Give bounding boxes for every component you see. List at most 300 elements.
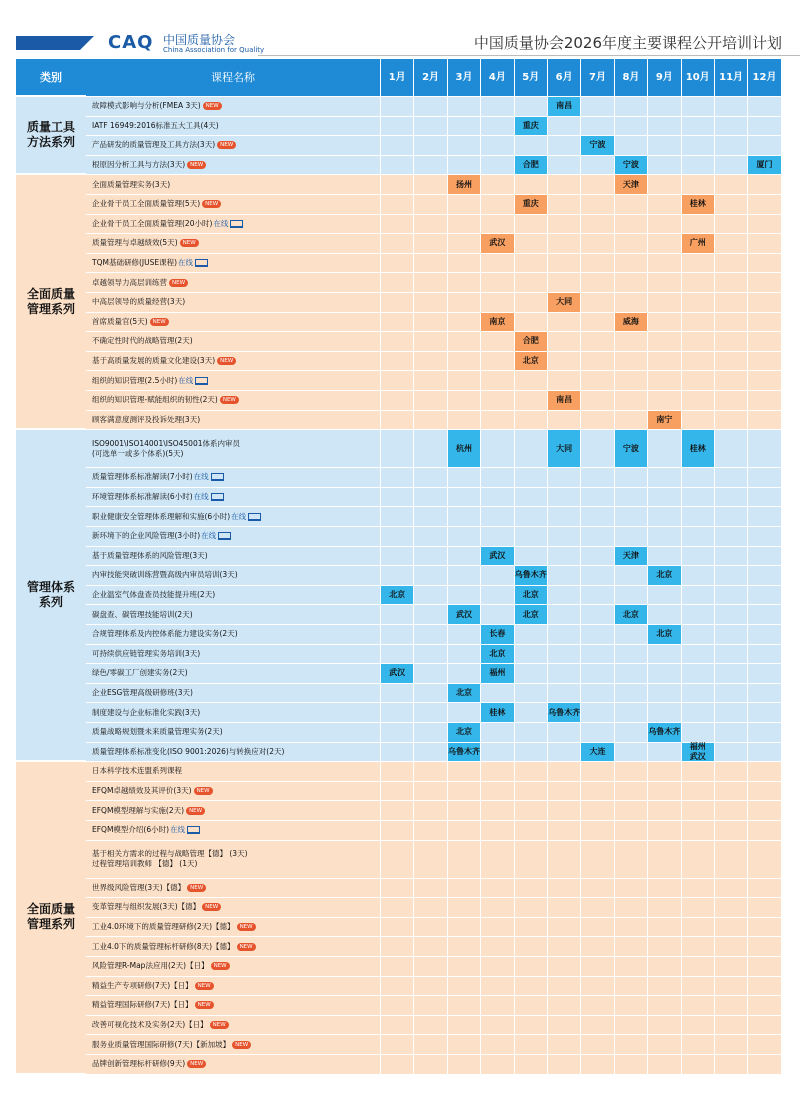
schedule-empty-cell: [547, 821, 580, 841]
schedule-empty-cell: [547, 313, 580, 333]
schedule-empty-cell: [514, 371, 547, 391]
schedule-empty-cell: [447, 821, 480, 841]
schedule-empty-cell: [413, 97, 446, 117]
schedule-city-cell: 大同: [547, 293, 580, 313]
schedule-empty-cell: [747, 703, 780, 723]
schedule-empty-cell: [647, 156, 680, 176]
schedule-empty-cell: [413, 586, 446, 606]
schedule-empty-cell: [714, 743, 747, 763]
schedule-empty-cell: [480, 97, 513, 117]
schedule-empty-cell: [747, 1035, 780, 1055]
schedule-empty-cell: [380, 762, 413, 782]
schedule-empty-cell: [413, 918, 446, 938]
schedule-empty-cell: [413, 743, 446, 763]
course-name-text: 精益生产专项研修(7天)【日】: [92, 980, 193, 990]
course-name-text: 根原因分析工具与方法(3天): [92, 160, 186, 170]
schedule-empty-cell: [714, 391, 747, 411]
schedule-empty-cell: [614, 215, 647, 235]
course-name: [86, 918, 380, 938]
category-label: 质量工具 方法系列: [16, 97, 86, 175]
schedule-empty-cell: [580, 918, 613, 938]
schedule-empty-cell: [413, 821, 446, 841]
schedule-empty-cell: [580, 430, 613, 468]
schedule-empty-cell: [647, 1035, 680, 1055]
page-title: 中国质量协会2026年度主要课程公开培训计划: [473, 34, 782, 52]
schedule-empty-cell: [380, 918, 413, 938]
schedule-empty-cell: [480, 352, 513, 372]
schedule-empty-cell: [681, 371, 714, 391]
schedule-empty-cell: [380, 507, 413, 527]
schedule-empty-cell: [413, 430, 446, 468]
schedule-empty-cell: [580, 254, 613, 274]
schedule-empty-cell: [380, 488, 413, 508]
schedule-empty-cell: [380, 136, 413, 156]
schedule-empty-cell: [413, 625, 446, 645]
schedule-empty-cell: [747, 97, 780, 117]
schedule-empty-cell: [413, 898, 446, 918]
schedule-empty-cell: [681, 664, 714, 684]
schedule-empty-cell: [747, 411, 780, 431]
schedule-empty-cell: [380, 195, 413, 215]
schedule-empty-cell: [447, 352, 480, 372]
month-cells: [380, 801, 781, 821]
new-badge: NEW: [217, 357, 236, 365]
org-name-cn: 中国质量协会: [163, 33, 236, 47]
course-name-text: 工业4.0下的质量管理标杆研修(8天)【德】: [92, 941, 235, 951]
schedule-city-cell: 重庆: [514, 195, 547, 215]
schedule-empty-cell: [380, 684, 413, 704]
schedule-city-cell: 厦门: [747, 156, 780, 176]
course-name: [86, 977, 380, 997]
schedule-empty-cell: [614, 586, 647, 606]
schedule-empty-cell: [514, 411, 547, 431]
new-badge: NEW: [232, 1041, 251, 1049]
schedule-city-cell: 宁波: [614, 430, 647, 468]
month-header: 7月: [580, 59, 613, 97]
schedule-empty-cell: [714, 586, 747, 606]
schedule-empty-cell: [480, 371, 513, 391]
laptop-icon: [195, 377, 208, 385]
course-name-text: EFQM卓越绩效及其评价(3天): [92, 786, 192, 796]
month-cells: [380, 293, 781, 313]
schedule-empty-cell: [614, 645, 647, 665]
schedule-empty-cell: [747, 801, 780, 821]
course-name: [86, 332, 380, 352]
schedule-empty-cell: [480, 743, 513, 763]
schedule-empty-cell: [514, 723, 547, 743]
course-name: [86, 937, 380, 957]
schedule-empty-cell: [413, 507, 446, 527]
schedule-empty-cell: [714, 234, 747, 254]
schedule-city-cell: 北京: [447, 684, 480, 704]
course-name: [86, 391, 380, 411]
schedule-empty-cell: [413, 332, 446, 352]
month-cells: [380, 821, 781, 841]
schedule-empty-cell: [681, 468, 714, 488]
schedule-empty-cell: [580, 586, 613, 606]
schedule-empty-cell: [714, 723, 747, 743]
schedule-empty-cell: [413, 273, 446, 293]
schedule-empty-cell: [681, 215, 714, 235]
schedule-empty-cell: [647, 215, 680, 235]
course-name: [86, 957, 380, 977]
month-cells: [380, 1035, 781, 1055]
month-cells: [380, 507, 781, 527]
schedule-empty-cell: [681, 117, 714, 137]
course-name-text: 企业骨干员工全面质量管理(20小时): [92, 218, 213, 228]
month-header: 9月: [647, 59, 680, 97]
schedule-empty-cell: [547, 234, 580, 254]
schedule-empty-cell: [413, 801, 446, 821]
schedule-empty-cell: [413, 664, 446, 684]
course-name-text: 卓越领导力高层训练营: [92, 277, 167, 287]
schedule-city-cell: 乌鲁木齐: [547, 703, 580, 723]
schedule-empty-cell: [514, 645, 547, 665]
month-cells: [380, 977, 781, 997]
schedule-empty-cell: [647, 684, 680, 704]
schedule-empty-cell: [647, 527, 680, 547]
month-header: 11月: [714, 59, 747, 97]
month-header: 1月: [380, 59, 413, 97]
schedule-empty-cell: [447, 645, 480, 665]
course-name-text: EFQM模型介绍(6小时): [92, 825, 170, 835]
schedule-empty-cell: [547, 879, 580, 899]
schedule-empty-cell: [681, 97, 714, 117]
schedule-empty-cell: [413, 937, 446, 957]
schedule-empty-cell: [480, 977, 513, 997]
schedule-empty-cell: [580, 664, 613, 684]
schedule-empty-cell: [480, 821, 513, 841]
schedule-empty-cell: [747, 898, 780, 918]
new-badge: NEW: [187, 1060, 206, 1068]
schedule-empty-cell: [647, 1055, 680, 1075]
category-label: 全面质量 管理系列: [16, 175, 86, 430]
schedule-empty-cell: [380, 801, 413, 821]
schedule-empty-cell: [380, 841, 413, 879]
month-header: 8月: [614, 59, 647, 97]
schedule-empty-cell: [480, 996, 513, 1016]
schedule-empty-cell: [747, 1016, 780, 1036]
schedule-empty-cell: [547, 762, 580, 782]
schedule-empty-cell: [747, 937, 780, 957]
month-cells: [380, 411, 781, 431]
online-label: 在线: [201, 531, 217, 541]
schedule-city-cell: 乌鲁木齐: [514, 566, 547, 586]
schedule-empty-cell: [647, 782, 680, 802]
course-name: [86, 97, 380, 117]
schedule-empty-cell: [514, 977, 547, 997]
course-name-text: 环境管理体系标准解读(6小时): [92, 492, 193, 502]
schedule-empty-cell: [447, 117, 480, 137]
schedule-empty-cell: [447, 918, 480, 938]
schedule-empty-cell: [714, 411, 747, 431]
new-badge: NEW: [186, 807, 205, 815]
schedule-empty-cell: [447, 332, 480, 352]
schedule-empty-cell: [681, 136, 714, 156]
schedule-empty-cell: [413, 645, 446, 665]
schedule-empty-cell: [580, 898, 613, 918]
schedule-empty-cell: [380, 468, 413, 488]
schedule-empty-cell: [647, 371, 680, 391]
schedule-empty-cell: [747, 507, 780, 527]
course-name-text: 改善可视化技术及实务(2天)【日】: [92, 1020, 208, 1030]
schedule-empty-cell: [647, 234, 680, 254]
schedule-empty-cell: [380, 254, 413, 274]
schedule-empty-cell: [447, 801, 480, 821]
month-cells: [380, 605, 781, 625]
course-name-text: 风险管理R-Map法应用(2天)【日】: [92, 961, 209, 971]
schedule-empty-cell: [714, 898, 747, 918]
schedule-empty-cell: [380, 411, 413, 431]
schedule-empty-cell: [547, 898, 580, 918]
schedule-empty-cell: [413, 879, 446, 899]
schedule-empty-cell: [547, 273, 580, 293]
course-name: [86, 898, 380, 918]
schedule-empty-cell: [681, 547, 714, 567]
schedule-empty-cell: [647, 841, 680, 879]
schedule-empty-cell: [647, 273, 680, 293]
month-cells: [380, 195, 781, 215]
schedule-empty-cell: [413, 723, 446, 743]
schedule-empty-cell: [647, 1016, 680, 1036]
month-cells: [380, 136, 781, 156]
month-cells: [380, 430, 781, 468]
schedule-empty-cell: [747, 468, 780, 488]
schedule-empty-cell: [380, 977, 413, 997]
schedule-empty-cell: [681, 996, 714, 1016]
online-label: 在线: [231, 511, 247, 521]
schedule-empty-cell: [747, 645, 780, 665]
schedule-empty-cell: [547, 937, 580, 957]
schedule-empty-cell: [714, 977, 747, 997]
new-badge: NEW: [202, 200, 221, 208]
schedule-empty-cell: [547, 1035, 580, 1055]
schedule-empty-cell: [447, 566, 480, 586]
schedule-empty-cell: [413, 371, 446, 391]
schedule-empty-cell: [480, 391, 513, 411]
course-name: [86, 801, 380, 821]
online-label: 在线: [170, 825, 186, 835]
month-header: 2月: [413, 59, 446, 97]
schedule-empty-cell: [480, 841, 513, 879]
schedule-empty-cell: [547, 801, 580, 821]
month-cells: [380, 996, 781, 1016]
schedule-empty-cell: [580, 117, 613, 137]
schedule-empty-cell: [747, 977, 780, 997]
schedule-empty-cell: [380, 743, 413, 763]
schedule-empty-cell: [747, 352, 780, 372]
month-cells: [380, 234, 781, 254]
schedule-empty-cell: [580, 723, 613, 743]
new-badge: NEW: [203, 102, 222, 110]
schedule-empty-cell: [714, 841, 747, 879]
course-name: [86, 1055, 380, 1075]
schedule-empty-cell: [514, 996, 547, 1016]
schedule-empty-cell: [447, 1035, 480, 1055]
course-name: [86, 996, 380, 1016]
schedule-empty-cell: [614, 625, 647, 645]
new-badge: NEW: [210, 1021, 229, 1029]
new-badge: NEW: [220, 396, 239, 404]
new-badge: NEW: [169, 279, 188, 287]
schedule-city-cell: 武汉: [480, 547, 513, 567]
schedule-empty-cell: [514, 937, 547, 957]
course-name-text: 质量管理体系标准变化(ISO 9001:2026)与转换应对(2天): [92, 746, 285, 756]
schedule-empty-cell: [580, 215, 613, 235]
schedule-empty-cell: [714, 664, 747, 684]
schedule-empty-cell: [413, 566, 446, 586]
schedule-empty-cell: [514, 234, 547, 254]
schedule-empty-cell: [647, 507, 680, 527]
schedule-empty-cell: [714, 703, 747, 723]
schedule-empty-cell: [447, 293, 480, 313]
schedule-empty-cell: [413, 117, 446, 137]
month-cells: [380, 723, 781, 743]
schedule-empty-cell: [380, 723, 413, 743]
schedule-empty-cell: [714, 625, 747, 645]
schedule-empty-cell: [747, 566, 780, 586]
course-name: [86, 254, 380, 274]
schedule-empty-cell: [580, 234, 613, 254]
schedule-empty-cell: [647, 254, 680, 274]
schedule-empty-cell: [480, 175, 513, 195]
schedule-empty-cell: [580, 937, 613, 957]
schedule-empty-cell: [413, 1016, 446, 1036]
schedule-empty-cell: [647, 488, 680, 508]
schedule-city-cell: 天津: [614, 547, 647, 567]
course-name-text: 可持续供应链管理实务培训(3天): [92, 648, 201, 658]
schedule-empty-cell: [413, 1035, 446, 1055]
schedule-empty-cell: [681, 352, 714, 372]
schedule-empty-cell: [747, 273, 780, 293]
month-cells: [380, 97, 781, 117]
schedule-empty-cell: [413, 411, 446, 431]
schedule-city-cell: 天津: [614, 175, 647, 195]
schedule-empty-cell: [681, 332, 714, 352]
schedule-empty-cell: [547, 468, 580, 488]
course-name-text: 产品研发的质量管理及工具方法(3天): [92, 140, 216, 150]
schedule-empty-cell: [480, 468, 513, 488]
schedule-empty-cell: [380, 391, 413, 411]
schedule-empty-cell: [547, 566, 580, 586]
schedule-empty-cell: [447, 273, 480, 293]
schedule-empty-cell: [647, 352, 680, 372]
schedule-empty-cell: [714, 156, 747, 176]
course-name: [86, 664, 380, 684]
schedule-empty-cell: [514, 801, 547, 821]
schedule-empty-cell: [514, 215, 547, 235]
schedule-empty-cell: [681, 391, 714, 411]
laptop-icon: [211, 473, 224, 481]
online-label: 在线: [178, 258, 194, 268]
course-name: [86, 703, 380, 723]
course-name: [86, 841, 380, 879]
schedule-empty-cell: [380, 703, 413, 723]
month-cells: [380, 468, 781, 488]
schedule-empty-cell: [447, 156, 480, 176]
schedule-empty-cell: [681, 586, 714, 606]
course-name-text: 合规管理体系及内控体系能力建设实务(2天): [92, 629, 238, 639]
schedule-empty-cell: [514, 782, 547, 802]
schedule-empty-cell: [413, 605, 446, 625]
schedule-empty-cell: [681, 507, 714, 527]
schedule-empty-cell: [547, 215, 580, 235]
schedule-empty-cell: [747, 175, 780, 195]
schedule-empty-cell: [580, 507, 613, 527]
schedule-empty-cell: [714, 293, 747, 313]
month-cells: [380, 527, 781, 547]
course-name-text: 内审技能突破训练营暨高级内审员培训(3天): [92, 570, 238, 580]
schedule-empty-cell: [614, 977, 647, 997]
course-name: [86, 430, 380, 468]
schedule-empty-cell: [681, 918, 714, 938]
course-name-text: 碳盘查、碳管理技能培训(2天): [92, 609, 193, 619]
schedule-city-cell: 武汉: [480, 234, 513, 254]
schedule-empty-cell: [480, 586, 513, 606]
month-cells: [380, 918, 781, 938]
month-cells: [380, 703, 781, 723]
schedule-city-cell: 乌鲁木齐: [447, 743, 480, 763]
schedule-empty-cell: [447, 977, 480, 997]
schedule-empty-cell: [580, 605, 613, 625]
schedule-empty-cell: [747, 254, 780, 274]
course-name-text: 质量战略规划暨未来质量管理实务(2天): [92, 727, 223, 737]
schedule-empty-cell: [681, 723, 714, 743]
schedule-empty-cell: [714, 957, 747, 977]
schedule-empty-cell: [614, 97, 647, 117]
schedule-empty-cell: [647, 605, 680, 625]
schedule-empty-cell: [647, 547, 680, 567]
schedule-empty-cell: [413, 234, 446, 254]
schedule-empty-cell: [480, 937, 513, 957]
month-header: 12月: [747, 59, 780, 97]
schedule-empty-cell: [447, 898, 480, 918]
schedule-empty-cell: [447, 411, 480, 431]
month-header: 5月: [514, 59, 547, 97]
schedule-empty-cell: [747, 625, 780, 645]
course-name: [86, 821, 380, 841]
course-name: [86, 273, 380, 293]
month-cells: [380, 566, 781, 586]
schedule-empty-cell: [714, 821, 747, 841]
schedule-empty-cell: [714, 507, 747, 527]
schedule-empty-cell: [447, 527, 480, 547]
schedule-empty-cell: [580, 488, 613, 508]
schedule-empty-cell: [714, 547, 747, 567]
schedule-city-cell: 北京: [614, 605, 647, 625]
schedule-empty-cell: [714, 527, 747, 547]
schedule-empty-cell: [447, 195, 480, 215]
schedule-empty-cell: [413, 293, 446, 313]
schedule-empty-cell: [447, 215, 480, 235]
laptop-icon: [211, 493, 224, 501]
schedule-empty-cell: [514, 293, 547, 313]
schedule-empty-cell: [647, 762, 680, 782]
schedule-empty-cell: [614, 821, 647, 841]
schedule-empty-cell: [747, 195, 780, 215]
schedule-empty-cell: [580, 996, 613, 1016]
course-name-text: 组织的知识管理-赋能组织的韧性(2天): [92, 395, 218, 405]
schedule-empty-cell: [547, 195, 580, 215]
schedule-city-cell: 北京: [447, 723, 480, 743]
schedule-empty-cell: [647, 195, 680, 215]
schedule-empty-cell: [681, 937, 714, 957]
schedule-empty-cell: [447, 703, 480, 723]
schedule-empty-cell: [681, 273, 714, 293]
schedule-empty-cell: [580, 841, 613, 879]
schedule-empty-cell: [380, 1035, 413, 1055]
schedule-empty-cell: [681, 1055, 714, 1075]
